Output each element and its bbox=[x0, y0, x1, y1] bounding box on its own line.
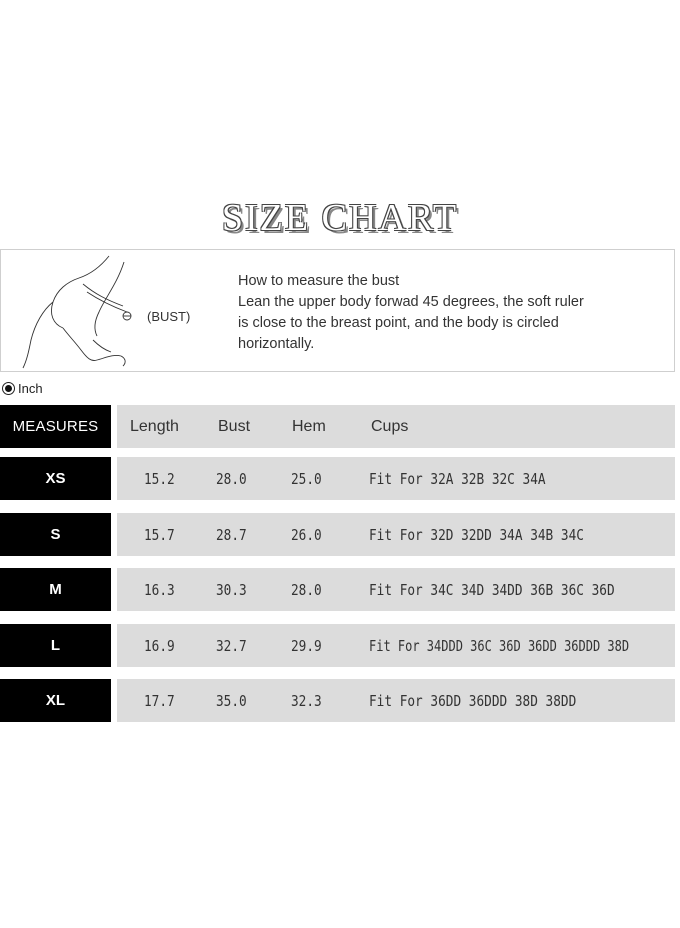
measurement-guide bbox=[0, 249, 675, 372]
unit-selector[interactable] bbox=[2, 381, 43, 396]
length-value: 15.2 bbox=[144, 469, 175, 488]
row-values bbox=[117, 457, 675, 500]
hem-value: 32.3 bbox=[291, 691, 322, 710]
hem-value: 29.9 bbox=[291, 636, 322, 655]
cups-value: Fit For 32A 32B 32C 34A bbox=[369, 469, 546, 488]
cups-value: Fit For 34DDD 36C 36D 36DD 36DDD 38D bbox=[369, 636, 630, 655]
bust-value: 28.7 bbox=[216, 525, 247, 544]
cups-value: Fit For 36DD 36DDD 38D 38DD bbox=[369, 691, 577, 710]
measure-instructions bbox=[238, 271, 658, 355]
table-row bbox=[0, 679, 680, 722]
unit-label: Inch bbox=[18, 381, 43, 396]
length-value: 17.7 bbox=[144, 691, 175, 710]
size-label: M bbox=[0, 568, 111, 611]
table-row bbox=[0, 457, 680, 500]
hem-value: 25.0 bbox=[291, 469, 322, 488]
header-length: Length bbox=[130, 417, 179, 435]
instruction-line: horizontally. bbox=[238, 336, 315, 352]
radio-selected-icon[interactable] bbox=[2, 382, 15, 395]
table-row bbox=[0, 513, 680, 556]
row-values bbox=[117, 513, 675, 556]
bust-measure-illustration bbox=[9, 254, 139, 369]
instruction-line: How to measure the bust bbox=[238, 273, 400, 289]
instruction-line: is close to the breast point, and the body is circled bbox=[238, 315, 559, 331]
length-value: 15.7 bbox=[144, 525, 175, 544]
length-value: 16.3 bbox=[144, 580, 175, 599]
size-label: XL bbox=[0, 679, 111, 722]
bust-value: 35.0 bbox=[216, 691, 247, 710]
cups-value: Fit For 32D 32DD 34A 34B 34C bbox=[369, 525, 584, 544]
hem-value: 28.0 bbox=[291, 580, 322, 599]
table-row bbox=[0, 624, 680, 667]
row-values bbox=[117, 624, 675, 667]
size-label: S bbox=[0, 513, 111, 556]
cups-value: Fit For 34C 34D 34DD 36B 36C 36D bbox=[369, 580, 615, 599]
hem-value: 26.0 bbox=[291, 525, 322, 544]
header-measures: MEASURES bbox=[0, 405, 111, 448]
length-value: 16.9 bbox=[144, 636, 175, 655]
table-header bbox=[0, 405, 680, 448]
header-cups: Cups bbox=[371, 417, 409, 435]
instruction-line: Lean the upper body forwad 45 degrees, the soft ruler bbox=[238, 294, 584, 310]
table-row bbox=[0, 568, 680, 611]
bust-value: 28.0 bbox=[216, 469, 247, 488]
size-label: L bbox=[0, 624, 111, 667]
bust-value: 30.3 bbox=[216, 580, 247, 599]
bust-label: (BUST) bbox=[147, 309, 191, 324]
row-values bbox=[117, 568, 675, 611]
bust-value: 32.7 bbox=[216, 636, 247, 655]
header-bust: Bust bbox=[218, 417, 251, 435]
row-values bbox=[117, 679, 675, 722]
header-cells bbox=[117, 405, 675, 448]
header-hem: Hem bbox=[292, 417, 326, 435]
size-chart-title: SIZE CHART bbox=[221, 197, 459, 239]
size-label: XS bbox=[0, 457, 111, 500]
